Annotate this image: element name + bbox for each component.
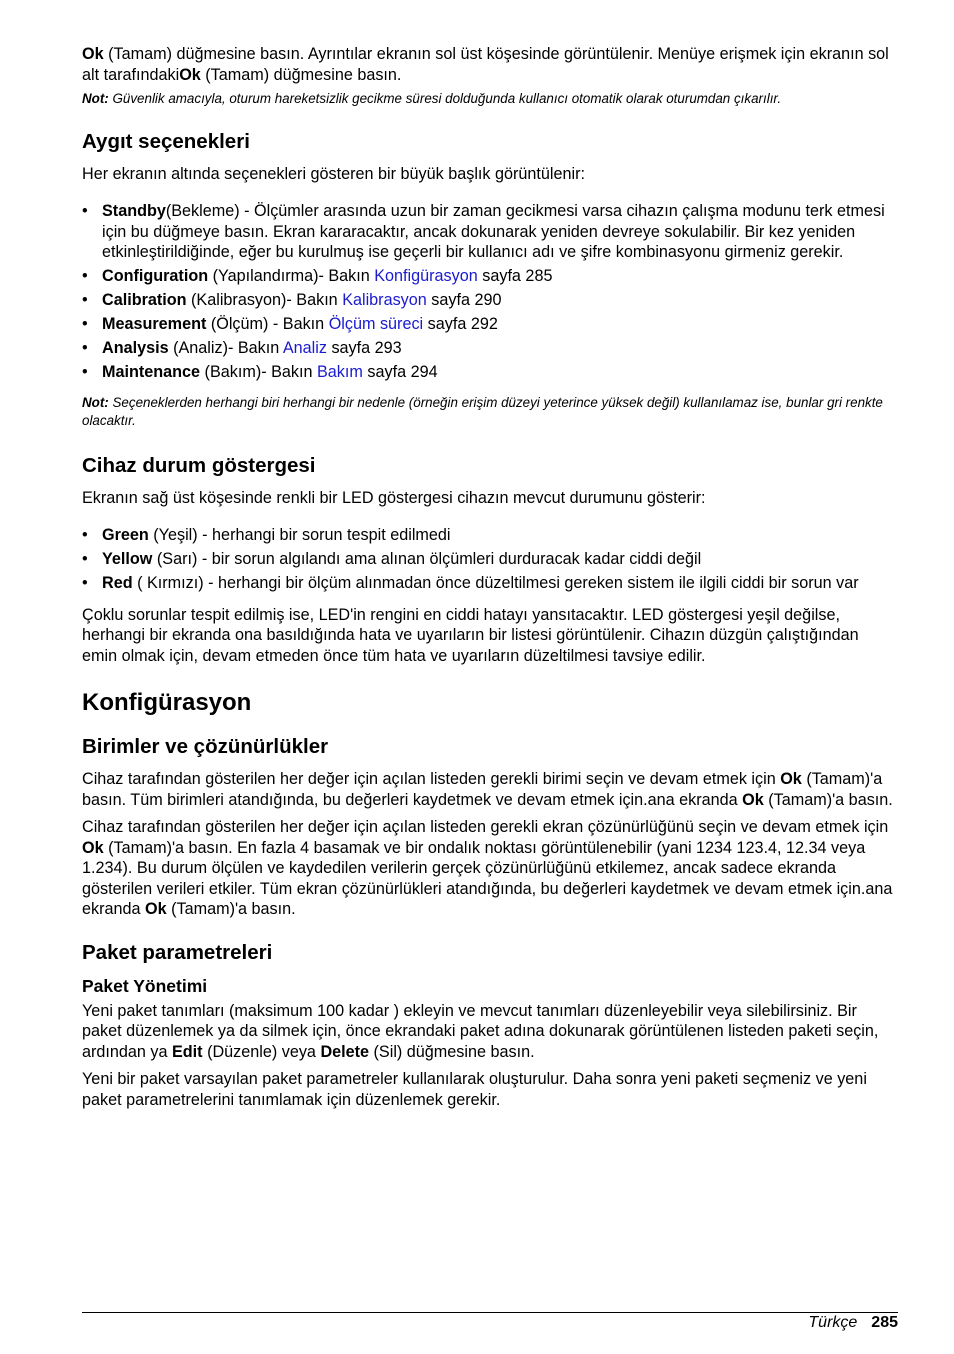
- link-analiz[interactable]: Analiz: [282, 339, 327, 357]
- page-footer: [808, 1313, 898, 1333]
- term: Configuration: [102, 267, 209, 285]
- intro-paragraph: [82, 44, 898, 85]
- para-text: (Tamam)'a basın. Tüm birimleri atandığında, bu değerleri kaydetmek ve devam etmek için.ana ekranda: [82, 770, 883, 809]
- item-text: (Sarı) - bir sorun algılandı ama alınan ölçümleri durduracak kadar ciddi değil: [152, 550, 702, 568]
- term: Maintenance: [102, 363, 201, 381]
- bullet: •: [82, 291, 88, 309]
- list-item-measurement: [82, 314, 898, 335]
- page-ref: sayfa 285: [477, 267, 553, 285]
- ok-term: Ok: [179, 65, 201, 84]
- para-text: Yeni paket tanımları (maksimum 100 kadar ) ekleyin ve mevcut tanımları düzenleyebilir veya silebilirsiniz. Bir paket düzenlemek ya da silmek için, önce ekrandaki paket adına dokunarak görüntülenen listeden paketi seçin, ardından ya: [82, 1001, 879, 1061]
- page-number: 285: [871, 1314, 898, 1331]
- list-item-calibration: [82, 290, 898, 311]
- page-ref: sayfa 293: [326, 339, 402, 357]
- device-options-intro: Her ekranın altında seçenekleri gösteren bir büyük başlık görüntülenir:: [82, 164, 585, 183]
- heading-device-options: Aygıt seçenekleri: [82, 129, 250, 153]
- delete-term: Delete: [320, 1042, 370, 1061]
- para-text: Cihaz tarafından gösterilen her değer için açılan listeden gerekli ekran çözünürlüğünü seçin ve devam etmek için: [82, 818, 889, 836]
- para-text: (Tamam)'a basın. En fazla 4 basamak ve bir ondalık noktası görüntülenebilir (yani 1234 123.4, 12.34 veya 1.234). Bu durum ölçülen ve kaydedilen verilerin gerçek çözünürlüğünü etkilemez, ancak sadece ekranda gösterilen verileri etkiler. Tüm ekran çözünürlükleri atandığında, bu değerleri kaydetmek ve devam etmek için.ana ekranda: [82, 838, 893, 918]
- link-kalibrasyon[interactable]: Kalibrasyon: [342, 291, 427, 309]
- list-item-yellow: [82, 549, 898, 570]
- page-ref: sayfa 290: [426, 291, 502, 309]
- heading-configuration: Konfigürasyon: [82, 689, 252, 716]
- item-text: (Kalibrasyon)- Bakın: [186, 291, 343, 309]
- heading-package-management: Paket Yönetimi: [82, 975, 208, 996]
- para-text: (Düzenle) veya: [202, 1042, 321, 1061]
- ok-term: Ok: [742, 790, 764, 809]
- intro-text: (Tamam) düğmesine basın. Ayrıntılar ekranın sol üst köşesinde görüntülenir. Menüye erişmek için ekranın sol alt tarafındaki: [82, 45, 889, 84]
- device-options-list: [82, 201, 898, 383]
- item-text: (Yeşil) - herhangi bir sorun tespit edilmedi: [148, 526, 451, 544]
- para-text: (Sil) düğmesine basın.: [369, 1042, 535, 1061]
- para-text: (Tamam)'a basın.: [763, 790, 893, 809]
- term: Yellow: [102, 550, 153, 568]
- list-item-red: [82, 573, 898, 594]
- units-paragraph-2: [82, 817, 898, 920]
- bullet: •: [82, 550, 88, 568]
- note-text: Güvenlik amacıyla, oturum hareketsizlik gecikme süresi dolduğunda kullanıcı otomatik olarak oturumdan çıkarılır.: [108, 91, 782, 106]
- item-text: (Bakım)- Bakın: [200, 363, 317, 381]
- status-paragraph: Çoklu sorunlar tespit edilmiş ise, LED'in rengini en ciddi hatayı yansıtacaktır. LED göstergesi yeşil değilse, herhangi bir ekranda ona basıldığında hata ve uyarıların bir listesi görüntülenir. Cihazın düzgün çalıştığından emin olmak için, devam etmeden önce tüm hata ve uyarıların düzeltilmesi tavsiye edilir.: [82, 605, 859, 665]
- units-paragraph-1: [82, 769, 898, 810]
- item-text: (Yapılandırma)- Bakın: [208, 267, 375, 285]
- bullet: •: [82, 339, 88, 357]
- link-olcum-sureci[interactable]: Ölçüm süreci: [328, 315, 424, 333]
- heading-package-parameters: Paket parametreleri: [82, 940, 273, 964]
- list-item-maintenance: [82, 362, 898, 383]
- bullet: •: [82, 574, 88, 592]
- link-konfigurasyon[interactable]: Konfigürasyon: [374, 267, 478, 285]
- term: Measurement: [102, 315, 207, 333]
- ok-term: Ok: [145, 900, 167, 918]
- ok-term: Ok: [780, 770, 802, 788]
- footer-divider: [82, 1312, 898, 1313]
- note-options: [82, 394, 898, 431]
- heading-status-indicator: Cihaz durum göstergesi: [82, 453, 316, 477]
- item-text: ( Kırmızı) - herhangi bir ölçüm alınmadan önce düzeltilmesi gereken sistem ile ilgili ciddi bir sorun var: [132, 574, 859, 592]
- item-text: (Ölçüm) - Bakın: [206, 315, 329, 333]
- list-item-green: [82, 525, 898, 546]
- term: Standby: [102, 202, 166, 220]
- bullet: •: [82, 526, 88, 544]
- link-bakim[interactable]: Bakım: [317, 363, 363, 381]
- status-intro: Ekranın sağ üst köşesinde renkli bir LED göstergesi cihazın mevcut durumunu gösterir:: [82, 488, 706, 507]
- package-paragraph-1: [82, 1001, 898, 1063]
- item-text: (Bekleme) - Ölçümler arasında uzun bir zaman gecikmesi varsa cihazın çalışma modunu terk etmesi için bu düğmeye basın. Ekran kararacaktır, ancak dokunarak yeniden devreye sokulabilir. Bir kez yeniden etkinleştirildiğinde, eğer bu kurulmuş ise geçerli bir kullanıcı adı ve şifre kombinasyonu girmeniz gerekir.: [102, 202, 885, 261]
- list-item-analysis: [82, 338, 898, 359]
- package-paragraph-2: Yeni bir paket varsayılan paket parametreler kullanılarak oluşturulur. Daha sonra yeni paketi seçmeniz ve yeni paket parametrelerini tanımlamak için düzenlemek gerekir.: [82, 1070, 867, 1109]
- edit-term: Edit: [172, 1042, 203, 1061]
- bullet: •: [82, 363, 88, 381]
- list-item-configuration: [82, 266, 898, 287]
- para-text: Cihaz tarafından gösterilen her değer için açılan listeden gerekli birimi seçin ve devam etmek için: [82, 770, 781, 788]
- note-text: Seçeneklerden herhangi biri herhangi bir nedenle (örneğin erişim düzeyi yeterince yüksek değil) kullanılamaz ise, bunlar gri renkte olacaktır.: [82, 394, 883, 428]
- bullet: •: [82, 315, 88, 333]
- list-item-standby: [82, 201, 898, 263]
- page-ref: sayfa 294: [362, 363, 438, 381]
- note-label: Not:: [82, 91, 109, 106]
- term: Analysis: [102, 339, 169, 357]
- status-list: [82, 525, 898, 594]
- bullet: •: [82, 202, 88, 220]
- heading-units: Birimler ve çözünürlükler: [82, 735, 329, 758]
- term: Calibration: [102, 291, 187, 309]
- para-text: (Tamam)'a basın.: [166, 900, 296, 918]
- item-text: (Analiz)- Bakın: [168, 339, 283, 357]
- bullet: •: [82, 267, 88, 285]
- page-content: [82, 44, 898, 1110]
- ok-term: Ok: [82, 838, 104, 857]
- term: Green: [102, 526, 149, 544]
- page-ref: sayfa 292: [423, 315, 498, 333]
- footer-language: Türkçe: [808, 1314, 858, 1331]
- note-label: Not:: [82, 394, 109, 410]
- intro-text: (Tamam) düğmesine basın.: [200, 65, 402, 84]
- term: Red: [102, 574, 133, 592]
- note-session: [82, 90, 898, 109]
- ok-term: Ok: [82, 45, 104, 63]
